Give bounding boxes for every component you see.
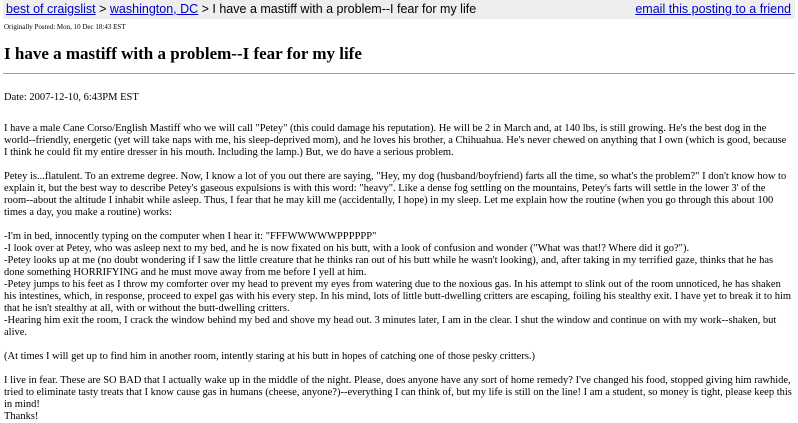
title-divider: [3, 73, 795, 74]
navigation-bar: [3, 0, 795, 19]
post-paragraph-plea: I live in fear. These are SO BAD that I actually wake up in the middle of the night. Please, does anyone have any sort of home remedy? I've changed his food, stopped giving him rawhide, tried to eliminate tasty treats that I know cause gas in humans (cheese, anyone?)--everything I can think of, but my life is still on the line! I am a student, so money is tight, please keep this in mind! Thanks!: [4, 375, 792, 422]
posted-meta: Originally Posted: Mon, 10 Dec 18:43 EST: [4, 23, 126, 31]
post-paragraph-intro: I have a male Cane Corso/English Mastiff who we will call "Petey" (this could damage his reputation). He will be 2 in March and, at 140 lbs, is still growing. He's the best dog in the world--friendly, energetic (yet will take naps with me, his sleep-deprived mom), and he loves his brother, a Chihuahua. He's never chewed on anything that I own (which is good, because I think he could fit my entire dresser in his mouth. Including the lamp.) But, we do have a serious problem.: [4, 123, 787, 158]
post-paragraph-problem: Petey is...flatulent. To an extreme degree. Now, I know a lot of you out there are saying, "Hey, my dog (husband/boyfriend) farts all the time, so what's the problem?" I don't know how to explain it, but the best way to describe Petey's gaseous expulsions is with this word: "heavy". Like a dense fog settling on the mountains, Petey's farts will settle in the lower 3' of the room--about the altitude I inhabit while asleep. Thus, I fear that he may kill me (accidentally, I hope) in my sleep. Let me explain how the routine (when you go through this about 100 times a day, you make a routine) works:: [4, 171, 787, 218]
email-posting-link[interactable]: email this posting to a friend: [635, 2, 791, 16]
email-posting-container: [635, 0, 791, 19]
breadcrumb-separator: >: [99, 2, 107, 16]
page-title: I have a mastiff with a problem--I fear for my life: [4, 44, 362, 63]
post-date: Date: 2007-12-10, 6:43PM EST: [4, 92, 139, 103]
breadcrumb-home-link[interactable]: best of craigslist: [6, 2, 96, 16]
breadcrumb-current: > I have a mastiff with a problem--I fear for my life: [201, 2, 477, 16]
post-body: [4, 123, 792, 423]
breadcrumb-city-link[interactable]: washington, DC: [109, 2, 199, 16]
post-paragraph-aside: (At times I will get up to find him in another room, intently staring at his butt in hopes of catching one of those pesky critters.): [4, 351, 536, 362]
post-paragraph-routine: -I'm in bed, innocently typing on the computer when I hear it: "FFFWWWWWPPPPPP" -I look over at Petey, who was asleep next to my bed, and he is now fixated on his butt, with a look of confusion and wonder ("What was that!? Where did it go?"). -Petey looks up at me (no doubt wondering if I saw the little creature that he thinks ran out of his butt while he wasn't looking), and, after taking in my terrified gaze, thinks that he has done something HORRIFYING and he must move away from me before I yell at him. -Petey jumps to his feet as I throw my comforter over my head to prevent my eyes from watering due to the noxious gas. In his attempt to slink out of the room unnoticed, he has shaken his intestines, which, in response, proceed to expel gas with his every step. In his mind, lots of little butt-dwelling critters are escaping, foiling his stealthy exit. I have yet to break it to him that he isn't stealthy at all, with or without the butt-dwelling critters. -Hearing him exit the room, I crack the window behind my bed and shove my head out. 3 minutes later, I am in the clear. I shut the window and continue on with my work--shaken, but alive.: [4, 231, 792, 338]
breadcrumb: [6, 0, 476, 19]
